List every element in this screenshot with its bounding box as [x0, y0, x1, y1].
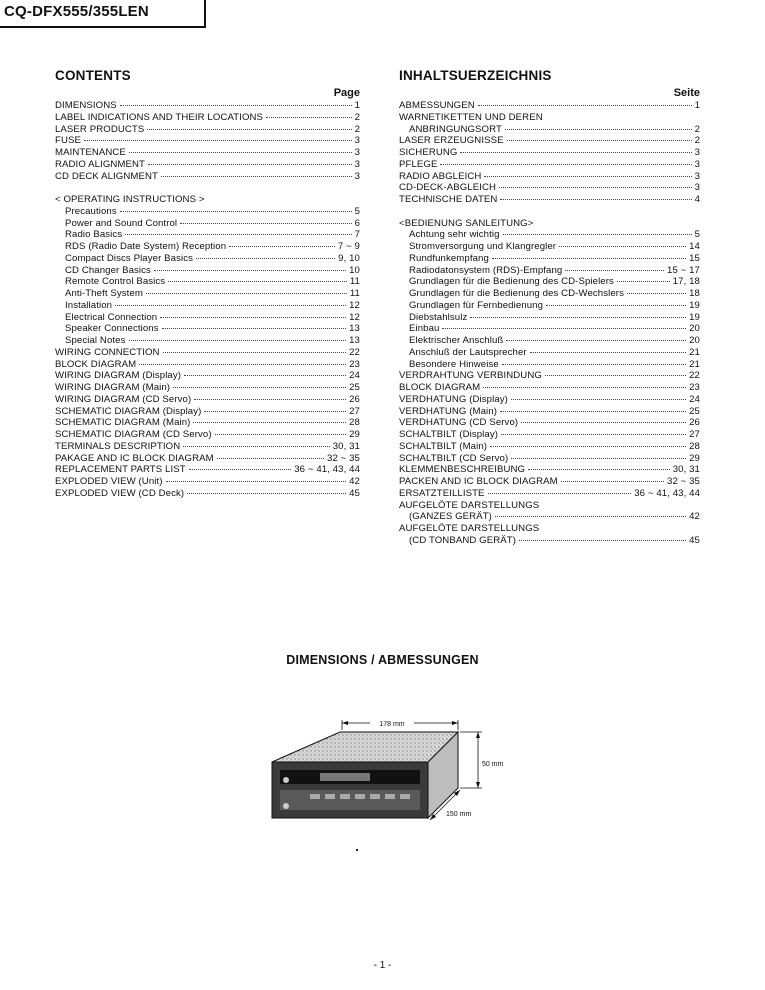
toc-entry-label: SCHEMATIC DIAGRAM (Main) [55, 417, 191, 429]
toc-entry [55, 171, 360, 183]
toc-entry-label: WARNETIKETTEN UND DEREN [399, 111, 543, 123]
toc-entry-label: SCHALTBILT (Main) [399, 440, 488, 452]
toc-leader-dots [521, 422, 686, 423]
toc-leader-dots [530, 352, 686, 353]
toc-leader-dots [161, 176, 352, 177]
toc-entry [55, 288, 360, 300]
toc-entry-page: 7 [354, 229, 360, 241]
toc-entry [399, 288, 700, 300]
toc-entry-label: Anschluß der Lautsprecher [409, 346, 527, 358]
toc-entry [399, 523, 700, 535]
toc-entry-label: PFLEGE [399, 158, 438, 170]
toc-entry [399, 500, 700, 512]
toc-entry-label: WIRING DIAGRAM (Main) [55, 382, 171, 393]
toc-leader-dots [146, 293, 347, 294]
toc-entry-page: 17, 18 [672, 276, 700, 288]
toc-entry [399, 241, 700, 253]
toc-leader-dots [501, 434, 686, 435]
toc-entry-label: Achtung sehr wichtig [409, 229, 500, 241]
toc-leader-dots [561, 481, 664, 482]
toc-entry-page: 5 [694, 229, 700, 241]
toc-entry-page: 3 [694, 170, 700, 182]
toc-entry [399, 535, 700, 547]
toc-entry-label: EXPLODED VIEW (Unit) [55, 476, 163, 487]
toc-entry-page: 1 [354, 100, 360, 111]
toc-leader-dots [229, 246, 335, 247]
toc-entry-page: 10 [349, 264, 360, 276]
page-column-label: Page [333, 87, 360, 99]
width-dimension-label: 178 mm [379, 721, 405, 728]
toc-entry-label: LASER PRODUCTS [55, 123, 145, 135]
toc-leader-dots [483, 387, 686, 388]
toc-entry-page: 11 [349, 276, 360, 288]
toc-entry-label: Grundlagen für Fernbedienung [409, 299, 544, 311]
toc-entry [55, 476, 360, 488]
toc-entry-page: 24 [349, 370, 360, 382]
toc-entry-page: 23 [349, 358, 360, 370]
toc-leader-dots [84, 140, 352, 141]
toc-leader-dots [217, 458, 324, 459]
toc-entry-page: 21 [689, 358, 700, 370]
toc-leader-dots [492, 258, 686, 259]
toc-entry [55, 464, 360, 476]
toc-entry-label: Electrical Connection [65, 311, 158, 323]
toc-entry-label: RADIO ALIGNMENT [55, 158, 145, 170]
toc-entry-page: 2 [694, 135, 700, 147]
toc-entry-label: Precautions [65, 205, 117, 217]
toc-entry [399, 406, 700, 418]
toc-leader-dots [506, 340, 686, 341]
toc-entry-label: Stromversorgung und Klangregler [409, 241, 557, 252]
toc-entry-page: 19 [689, 299, 700, 311]
toc-leader-dots [129, 152, 352, 153]
toc-entry-label: < OPERATING INSTRUCTIONS > [55, 194, 205, 205]
toc-entry-page: 32 ~ 35 [667, 476, 700, 487]
height-dimension-label: 50 mm [482, 761, 504, 768]
toc-entry [399, 511, 700, 523]
toc-entry [55, 135, 360, 147]
toc-leader-dots [215, 434, 346, 435]
toc-entry [55, 300, 360, 312]
toc-entry [399, 147, 700, 159]
toc-entry-label: PAKAGE AND IC BLOCK DIAGRAM [55, 452, 214, 464]
toc-leader-dots [160, 317, 346, 318]
toc-entry-label: SCHALTBILT (Display) [399, 429, 499, 440]
toc-entry-page: 2 [354, 123, 360, 135]
toc-entry-page: 27 [349, 405, 360, 417]
toc-entry [55, 441, 360, 453]
toc-entry-label: BLOCK DIAGRAM [55, 358, 137, 370]
toc-entry [399, 488, 700, 500]
toc-leader-dots [194, 399, 346, 400]
toc-entry-label: Radio Basics [65, 229, 123, 241]
toc-entry-page: 7 ~ 9 [337, 241, 360, 252]
toc-entry [55, 417, 360, 429]
toc-entry-page: 3 [694, 158, 700, 170]
toc-entry-page: 3 [694, 147, 700, 158]
dimensions-title: DIMENSIONS / ABMESSUNGEN [286, 653, 479, 667]
toc-leader-dots [173, 387, 346, 388]
toc-entry [55, 394, 360, 406]
toc-entry-page: 20 [689, 335, 700, 346]
toc-entry-page: 9, 10 [338, 252, 360, 264]
toc-entry [399, 229, 700, 241]
toc-entry-page: 5 [354, 205, 360, 217]
toc-entry-label: Power and Sound Control [65, 217, 178, 229]
toc-entry [399, 359, 700, 371]
contents-german [399, 68, 700, 547]
toc-entry [55, 429, 360, 441]
toc-entry-label: Einbau [409, 323, 440, 335]
toc-leader-dots [440, 164, 691, 165]
toc-entry [399, 159, 700, 171]
toc-entry-label: CD Changer Basics [65, 264, 151, 276]
toc-entry [55, 100, 360, 112]
toc-entry-page: 42 [349, 476, 360, 487]
toc-leader-dots [183, 446, 329, 447]
toc-entry-label: Elektrischer Anschluß [409, 335, 504, 346]
toc-entry [399, 218, 700, 230]
car-stereo-dimension-drawing [250, 710, 520, 860]
toc-entry-label: MAINTENANCE [55, 147, 126, 158]
toc-entry [55, 276, 360, 288]
toc-entry-page: 15 [689, 252, 700, 264]
toc-entry-page: 24 [689, 393, 700, 405]
toc-entry-label: WIRING DIAGRAM (CD Servo) [55, 393, 192, 405]
toc-leader-dots [180, 223, 351, 224]
toc-entry-label: DIMENSIONS [55, 100, 117, 111]
toc-entry [55, 382, 360, 394]
toc-entry [399, 100, 700, 112]
toc-entry [399, 429, 700, 441]
toc-entry [399, 323, 700, 335]
toc-leader-dots [115, 305, 346, 306]
contents-english [55, 68, 360, 500]
toc-leader-dots [125, 234, 351, 235]
toc-entry-label: ABMESSUNGEN [399, 100, 475, 111]
toc-entry [399, 300, 700, 312]
toc-entry [399, 182, 700, 194]
toc-entry-label: SICHERUNG [399, 147, 458, 158]
toc-entry-label: AUFGELÖTE DARSTELLUNGS [399, 499, 540, 511]
toc-leader-dots [184, 375, 346, 376]
toc-entry-page: 29 [349, 429, 360, 440]
toc-leader-dots [196, 258, 335, 259]
toc-leader-dots [511, 399, 686, 400]
toc-entry-label: ERSATZTEILLISTE [399, 487, 485, 499]
toc-entry [399, 194, 700, 206]
toc-leader-dots [559, 246, 686, 247]
toc-leader-dots [478, 105, 692, 106]
model-number: CQ-DFX555/355LEN [4, 3, 149, 20]
toc-leader-dots [519, 540, 686, 541]
toc-leader-dots [163, 352, 347, 353]
toc-entry [55, 253, 360, 265]
toc-entry [399, 464, 700, 476]
toc-entry-label: RDS (Radio Date System) Reception [65, 241, 227, 252]
toc-entry-label: CD-DECK-ABGLEICH [399, 182, 497, 194]
toc-entry [55, 406, 360, 418]
toc-entry [399, 370, 700, 382]
toc-entry-page: 32 ~ 35 [327, 452, 360, 464]
toc-entry-label: Speaker Connections [65, 323, 159, 335]
toc-leader-dots [460, 152, 691, 153]
toc-entry [399, 135, 700, 147]
toc-entry-page: 22 [689, 370, 700, 382]
toc-entry [55, 241, 360, 253]
toc-entry [399, 124, 700, 136]
toc-entry-page: 23 [689, 382, 700, 393]
toc-leader-dots [502, 364, 686, 365]
contents-title: CONTENTS [55, 68, 131, 83]
toc-entry-label: AUFGELÖTE DARSTELLUNGS [399, 523, 540, 534]
toc-entry-page: 18 [689, 288, 700, 299]
toc-entry [55, 347, 360, 359]
toc-entry [55, 229, 360, 241]
toc-entry-label: VERDHATUNG (CD Servo) [399, 417, 519, 429]
toc-entry-label: SCHALTBILT (CD Servo) [399, 452, 509, 464]
toc-entry [399, 382, 700, 394]
seite-column-label: Seite [673, 87, 700, 99]
toc-entry-label: CD DECK ALIGNMENT [55, 170, 158, 182]
inhalt-title: INHALTSUERZEICHNIS [399, 68, 552, 83]
toc-entry-label: WIRING CONNECTION [55, 346, 160, 358]
toc-entry-page: 3 [354, 170, 360, 182]
toc-entry-page: 2 [354, 111, 360, 123]
toc-leader-dots [499, 187, 692, 188]
toc-leader-dots [627, 293, 686, 294]
toc-entry-label: SCHEMATIC DIAGRAM (Display) [55, 405, 202, 417]
toc-leader-dots [511, 458, 686, 459]
toc-entry [55, 194, 360, 206]
toc-entry-label: Compact Discs Player Basics [65, 252, 193, 264]
toc-entry-label: FUSE [55, 135, 81, 147]
toc-entry [55, 312, 360, 324]
toc-entry-page: 12 [349, 299, 360, 311]
toc-entry-label: BLOCK DIAGRAM [399, 382, 481, 393]
toc-entry-label: RADIO ABGLEICH [399, 170, 482, 182]
toc-entry-label: Radiodatonsystem (RDS)-Empfang [409, 264, 563, 276]
toc-spacer [55, 182, 360, 194]
toc-leader-dots [488, 493, 632, 494]
toc-entry-page: 2 [694, 123, 700, 135]
toc-entry [399, 441, 700, 453]
toc-leader-dots [129, 340, 347, 341]
toc-entry [55, 218, 360, 230]
toc-entry-page: 14 [689, 241, 700, 252]
toc-entry [399, 312, 700, 324]
toc-leader-dots [187, 493, 346, 494]
toc-entry-label: Special Notes [65, 335, 126, 346]
toc-entry-label: Anti-Theft System [65, 288, 143, 299]
toc-entry-page: 25 [689, 405, 700, 417]
toc-leader-dots [500, 199, 691, 200]
toc-leader-dots [503, 234, 692, 235]
toc-entry-page: 26 [689, 417, 700, 429]
toc-entry-page: 45 [689, 534, 700, 546]
depth-dimension-label: 150 mm [446, 811, 472, 818]
stray-mark [356, 849, 358, 851]
toc-leader-dots [442, 328, 686, 329]
toc-leader-dots [470, 317, 686, 318]
toc-entry-page: 3 [354, 147, 360, 158]
toc-entry-label: Rundfunkempfang [409, 252, 489, 264]
toc-leader-dots [147, 129, 351, 130]
toc-entry-page: 30, 31 [672, 464, 700, 476]
toc-entry-label: Besondere Hinweise [409, 358, 499, 370]
toc-list-german [399, 100, 700, 547]
page-number: - 1 - [373, 960, 392, 971]
toc-entry-label: LABEL INDICATIONS AND THEIR LOCATIONS [55, 111, 264, 123]
toc-entry [55, 159, 360, 171]
toc-leader-dots [162, 328, 346, 329]
toc-entry [55, 370, 360, 382]
toc-entry-page: 15 ~ 17 [667, 264, 700, 276]
toc-entry-label: Remote Control Basics [65, 276, 166, 288]
toc-leader-dots [507, 140, 692, 141]
toc-entry-label: (GANZES GERÄT) [409, 511, 492, 523]
toc-entry-label: Diebstahlsulz [409, 311, 468, 323]
toc-entry-page: 28 [349, 417, 360, 429]
toc-leader-dots [505, 129, 692, 130]
toc-leader-dots [490, 446, 686, 447]
toc-leader-dots [204, 411, 346, 412]
toc-entry [399, 394, 700, 406]
toc-entry [55, 488, 360, 500]
toc-entry-page: 42 [689, 511, 700, 523]
toc-entry-page: 11 [349, 288, 360, 299]
toc-entry [399, 112, 700, 124]
toc-leader-dots [148, 164, 352, 165]
toc-entry-page: 45 [349, 487, 360, 499]
toc-entry [399, 335, 700, 347]
toc-entry [55, 323, 360, 335]
toc-leader-dots [617, 281, 670, 282]
toc-entry [55, 453, 360, 465]
toc-entry-label: (CD TONBAND GERÄT) [409, 534, 516, 546]
toc-leader-dots [484, 176, 691, 177]
toc-entry-page: 3 [694, 182, 700, 194]
toc-leader-dots [189, 469, 292, 470]
toc-entry [399, 171, 700, 183]
toc-entry-page: 21 [689, 346, 700, 358]
toc-entry-label: <BEDIENUNG SANLEITUNG> [399, 217, 534, 229]
toc-entry-label: Installation [65, 299, 113, 311]
toc-entry-page: 3 [354, 135, 360, 147]
toc-entry [55, 359, 360, 371]
toc-entry [399, 476, 700, 488]
toc-entry-page: 36 ~ 41, 43, 44 [634, 487, 700, 499]
toc-entry-page: 26 [349, 393, 360, 405]
toc-entry-label: PACKEN AND IC BLOCK DIAGRAM [399, 476, 558, 487]
toc-entry-page: 27 [689, 429, 700, 440]
toc-leader-dots [500, 411, 686, 412]
toc-entry-page: 36 ~ 41, 43, 44 [294, 464, 360, 476]
toc-leader-dots [193, 422, 346, 423]
toc-entry-label: VERDHATUNG (Main) [399, 405, 497, 417]
toc-entry [55, 206, 360, 218]
toc-leader-dots [565, 270, 664, 271]
toc-entry-page: 19 [689, 311, 700, 323]
toc-leader-dots [120, 211, 352, 212]
toc-entry-page: 30, 31 [332, 440, 360, 452]
toc-leader-dots [528, 469, 670, 470]
toc-entry [399, 265, 700, 277]
toc-leader-dots [154, 270, 346, 271]
toc-entry-page: 25 [349, 382, 360, 393]
toc-leader-dots [120, 105, 352, 106]
toc-entry-label: REPLACEMENT PARTS LIST [55, 464, 186, 476]
toc-leader-dots [266, 117, 352, 118]
toc-entry-page: 12 [349, 311, 360, 323]
toc-entry-page: 3 [354, 158, 360, 170]
unit-top-face [272, 732, 458, 762]
toc-list-english [55, 100, 360, 500]
toc-leader-dots [166, 481, 347, 482]
toc-spacer [399, 206, 700, 218]
toc-entry-page: 6 [354, 217, 360, 229]
toc-entry-label: VERDRAHTUNG VERBINDUNG [399, 370, 542, 382]
toc-entry-page: 29 [689, 452, 700, 464]
toc-entry-page: 22 [349, 346, 360, 358]
toc-entry-page: 28 [689, 440, 700, 452]
toc-entry [55, 147, 360, 159]
toc-entry-label: ANBRINGUNGSORT [409, 123, 502, 135]
toc-entry-label: TECHNISCHE DATEN [399, 194, 498, 205]
toc-entry [55, 335, 360, 347]
toc-leader-dots [545, 375, 686, 376]
toc-entry [55, 265, 360, 277]
toc-entry [399, 347, 700, 359]
toc-entry-label: TERMINALS DESCRIPTION [55, 440, 181, 452]
toc-leader-dots [495, 516, 686, 517]
toc-entry-page: 1 [694, 100, 700, 111]
toc-entry [55, 124, 360, 136]
toc-entry-label: KLEMMENBESCHREIBUNG [399, 464, 526, 476]
model-header-box [0, 0, 206, 28]
toc-entry-label: Grundlagen für die Bedienung des CD-Spielers [409, 276, 614, 288]
toc-entry-page: 13 [349, 335, 360, 346]
toc-entry-label: SCHEMATIC DIAGRAM (CD Servo) [55, 429, 212, 440]
toc-entry [399, 253, 700, 265]
toc-entry-label: WIRING DIAGRAM (Display) [55, 370, 182, 382]
toc-entry [399, 453, 700, 465]
toc-entry-label: VERDHATUNG (Display) [399, 393, 508, 405]
toc-leader-dots [139, 364, 346, 365]
toc-leader-dots [168, 281, 347, 282]
toc-entry [55, 112, 360, 124]
toc-entry [399, 417, 700, 429]
toc-entry [399, 276, 700, 288]
toc-entry-label: LASER ERZEUGNISSE [399, 135, 504, 147]
toc-entry-page: 13 [349, 323, 360, 335]
toc-leader-dots [546, 305, 686, 306]
toc-entry-label: EXPLODED VIEW (CD Deck) [55, 487, 185, 499]
toc-entry-label: Grundlagen für die Bedienung des CD-Wechslers [409, 288, 624, 299]
toc-entry-page: 4 [694, 194, 700, 205]
toc-entry-page: 20 [689, 323, 700, 335]
